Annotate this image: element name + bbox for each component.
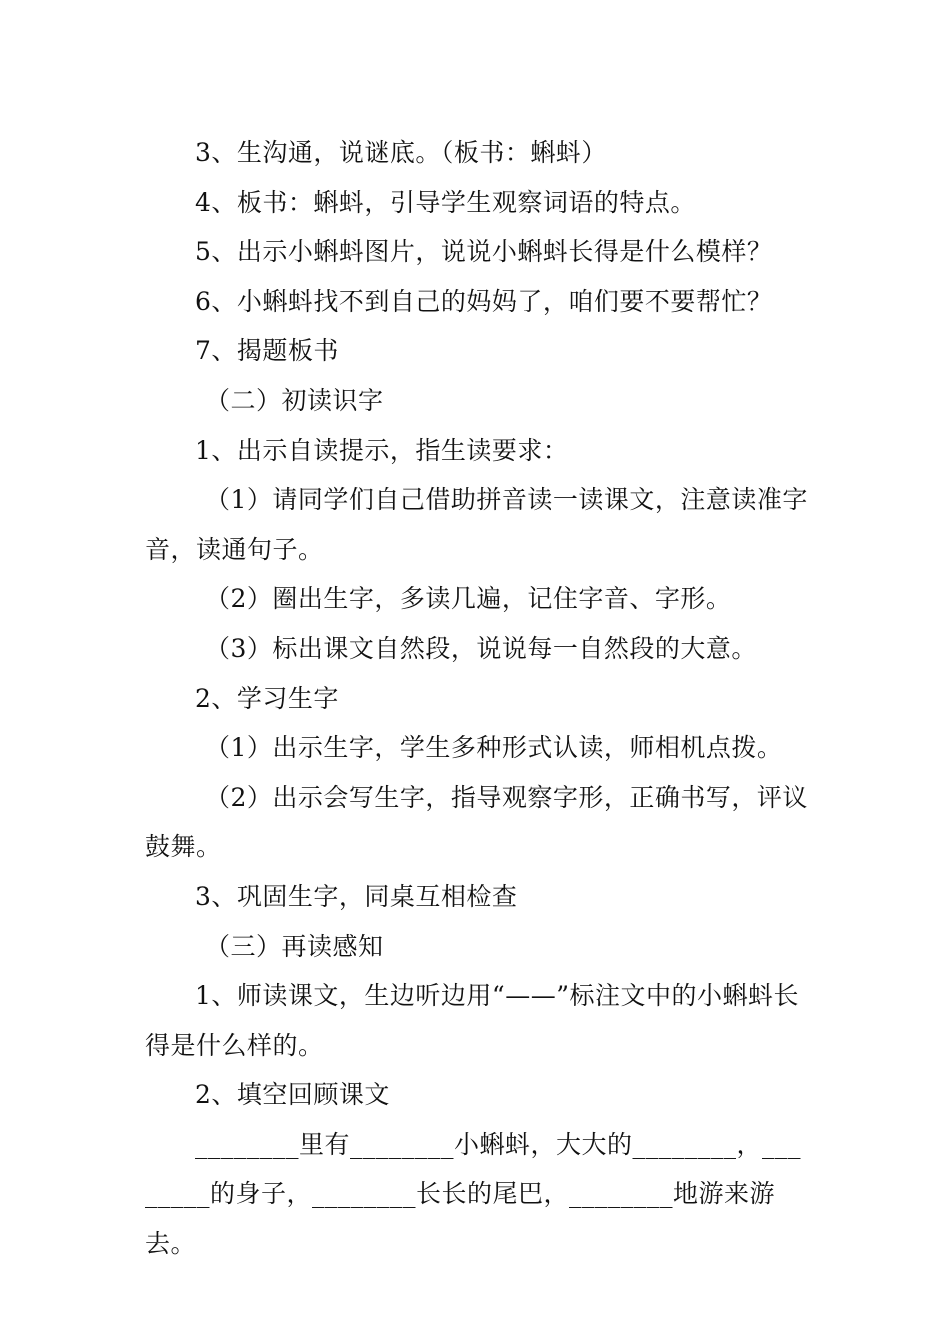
paragraph-sub-2: （2）圈出生字，多读几遍，记住字音、字形。 xyxy=(205,584,732,614)
paragraph-step-5: 5、出示小蝌蚪图片，说说小蝌蚪长得是什么模样？ xyxy=(195,237,773,267)
paragraph-read-step-3: 3、巩固生字，同桌互相检查 xyxy=(195,881,518,911)
paragraph-char-sub-2: （2）出示会写生字，指导观察字形，正确书写，评议鼓舞。 xyxy=(145,782,808,862)
paragraph-step-6: 6、小蝌蚪找不到自己的妈妈了，咱们要不要帮忙？ xyxy=(195,286,773,316)
paragraph-step-3: 3、生沟通，说谜底。（板书：蝌蚪） xyxy=(195,138,607,167)
section-heading-3: （三）再读感知 xyxy=(205,931,384,961)
paragraph-step-4: 4、板书：蝌蚪，引导学生观察词语的特点。 xyxy=(195,187,696,217)
paragraph-perceive-step-1: 1、师读课文，生边听边用“——”标注文中的小蝌蚪长得是什么样的。 xyxy=(145,981,799,1060)
section-heading-2: （二）初读识字 xyxy=(205,385,384,415)
paragraph-char-sub-1: （1）出示生字，学生多种形式认读，师相机点拨。 xyxy=(205,733,783,763)
document-body xyxy=(145,128,809,1269)
paragraph-perceive-step-2: 2、填空回顾课文 xyxy=(195,1080,390,1110)
paragraph-sub-3: （3）标出课文自然段，说说每一自然段的大意。 xyxy=(205,633,757,663)
paragraph-read-step-1: 1、出示自读提示，指生读要求： xyxy=(195,435,569,465)
paragraph-read-step-2: 2、学习生字 xyxy=(195,683,339,713)
paragraph-step-7: 7、揭题板书 xyxy=(195,336,339,366)
fill-in-blank-exercise: ________里有________小蝌蚪，大大的________，________的身子，________长长的尾巴，________地游来游去。 xyxy=(145,1129,802,1259)
paragraph-sub-1: （1）请同学们自己借助拼音读一读课文，注意读准字音，读通句子。 xyxy=(145,485,808,564)
